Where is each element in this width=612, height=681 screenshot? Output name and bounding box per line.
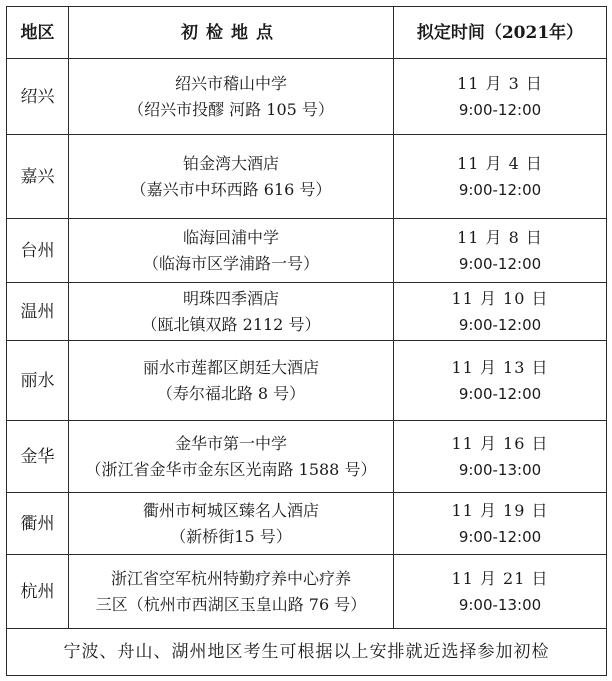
- place-address: （瓯北镇双路 2112 号）: [141, 314, 321, 334]
- exam-hours: 9:00-12:00: [458, 315, 542, 334]
- exam-date: 11 月 4 日: [457, 153, 543, 173]
- table-header-row: [7, 7, 607, 59]
- place-cell: [69, 341, 394, 421]
- place-name: 金华市第一中学: [174, 433, 287, 453]
- place-cell: [69, 135, 394, 219]
- region-cell: 丽水: [7, 341, 69, 421]
- region-cell: 杭州: [7, 555, 69, 629]
- exam-hours: 9:00-13:00: [458, 595, 542, 614]
- footnote: 宁波、舟山、湖州地区考生可根据以上安排就近选择参加初检: [7, 629, 607, 676]
- region-cell: 温州: [7, 283, 69, 341]
- exam-date: 11 月 3 日: [457, 73, 543, 93]
- exam-schedule-table: [6, 6, 607, 676]
- table-row: [7, 493, 607, 555]
- place-address: （浙江省金华市金东区光南路 1588 号）: [85, 459, 377, 479]
- place-cell: [69, 555, 394, 629]
- place-cell: [69, 59, 394, 135]
- place-name: 临海回浦中学: [182, 227, 279, 247]
- time-cell: [394, 555, 607, 629]
- region-cell: 衢州: [7, 493, 69, 555]
- exam-date: 11 月 16 日: [451, 433, 549, 453]
- place-name: 丽水市莲都区朗廷大酒店: [142, 357, 319, 377]
- place-address: （新桥街15 号）: [170, 526, 292, 546]
- place-name: 绍兴市稽山中学: [174, 73, 287, 93]
- table-row: [7, 59, 607, 135]
- place-address: 三区（杭州市西湖区玉皇山路 76 号）: [95, 594, 367, 614]
- exam-date: 11 月 8 日: [457, 227, 543, 247]
- time-cell: [394, 283, 607, 341]
- place-cell: [69, 283, 394, 341]
- schedule-sheet: [6, 6, 606, 675]
- region-cell: 金华: [7, 421, 69, 493]
- time-cell: [394, 59, 607, 135]
- table-row: [7, 135, 607, 219]
- exam-date: 11 月 19 日: [451, 500, 549, 520]
- exam-hours: 9:00-12:00: [458, 254, 542, 273]
- place-name: 铂金湾大酒店: [182, 153, 279, 173]
- time-cell: [394, 341, 607, 421]
- exam-date: 11 月 10 日: [451, 288, 549, 308]
- time-cell: [394, 135, 607, 219]
- table-row: [7, 341, 607, 421]
- exam-hours: 9:00-12:00: [458, 180, 542, 199]
- table-row: [7, 421, 607, 493]
- place-cell: [69, 493, 394, 555]
- exam-hours: 9:00-12:00: [458, 384, 542, 403]
- place-name: 衢州市柯城区臻名人酒店: [142, 500, 319, 520]
- table-row: [7, 283, 607, 341]
- region-cell: 台州: [7, 219, 69, 283]
- header-region: 地区: [7, 7, 69, 59]
- place-address: （寿尔福北路 8 号）: [156, 383, 306, 403]
- place-name: 明珠四季酒店: [182, 288, 279, 308]
- region-cell: 绍兴: [7, 59, 69, 135]
- exam-hours: 9:00-13:00: [458, 460, 542, 479]
- time-cell: [394, 493, 607, 555]
- table-row: [7, 555, 607, 629]
- region-cell: 嘉兴: [7, 135, 69, 219]
- place-cell: [69, 421, 394, 493]
- exam-date: 11 月 13 日: [451, 357, 549, 377]
- time-cell: [394, 219, 607, 283]
- place-address: （绍兴市投醪 河路 105 号）: [128, 99, 334, 119]
- place-name: 浙江省空军杭州特勤疗养中心疗养: [110, 568, 351, 588]
- header-place: 初检地点: [69, 7, 394, 59]
- note-row: [7, 629, 607, 676]
- place-address: （临海市区学浦路一号）: [142, 253, 319, 273]
- place-cell: [69, 219, 394, 283]
- exam-hours: 9:00-12:00: [458, 100, 542, 119]
- place-address: （嘉兴市中环西路 616 号）: [130, 179, 332, 199]
- table-row: [7, 219, 607, 283]
- exam-hours: 9:00-12:00: [458, 527, 542, 546]
- header-time: 拟定时间（2021年）: [394, 7, 607, 59]
- exam-date: 11 月 21 日: [451, 568, 549, 588]
- time-cell: [394, 421, 607, 493]
